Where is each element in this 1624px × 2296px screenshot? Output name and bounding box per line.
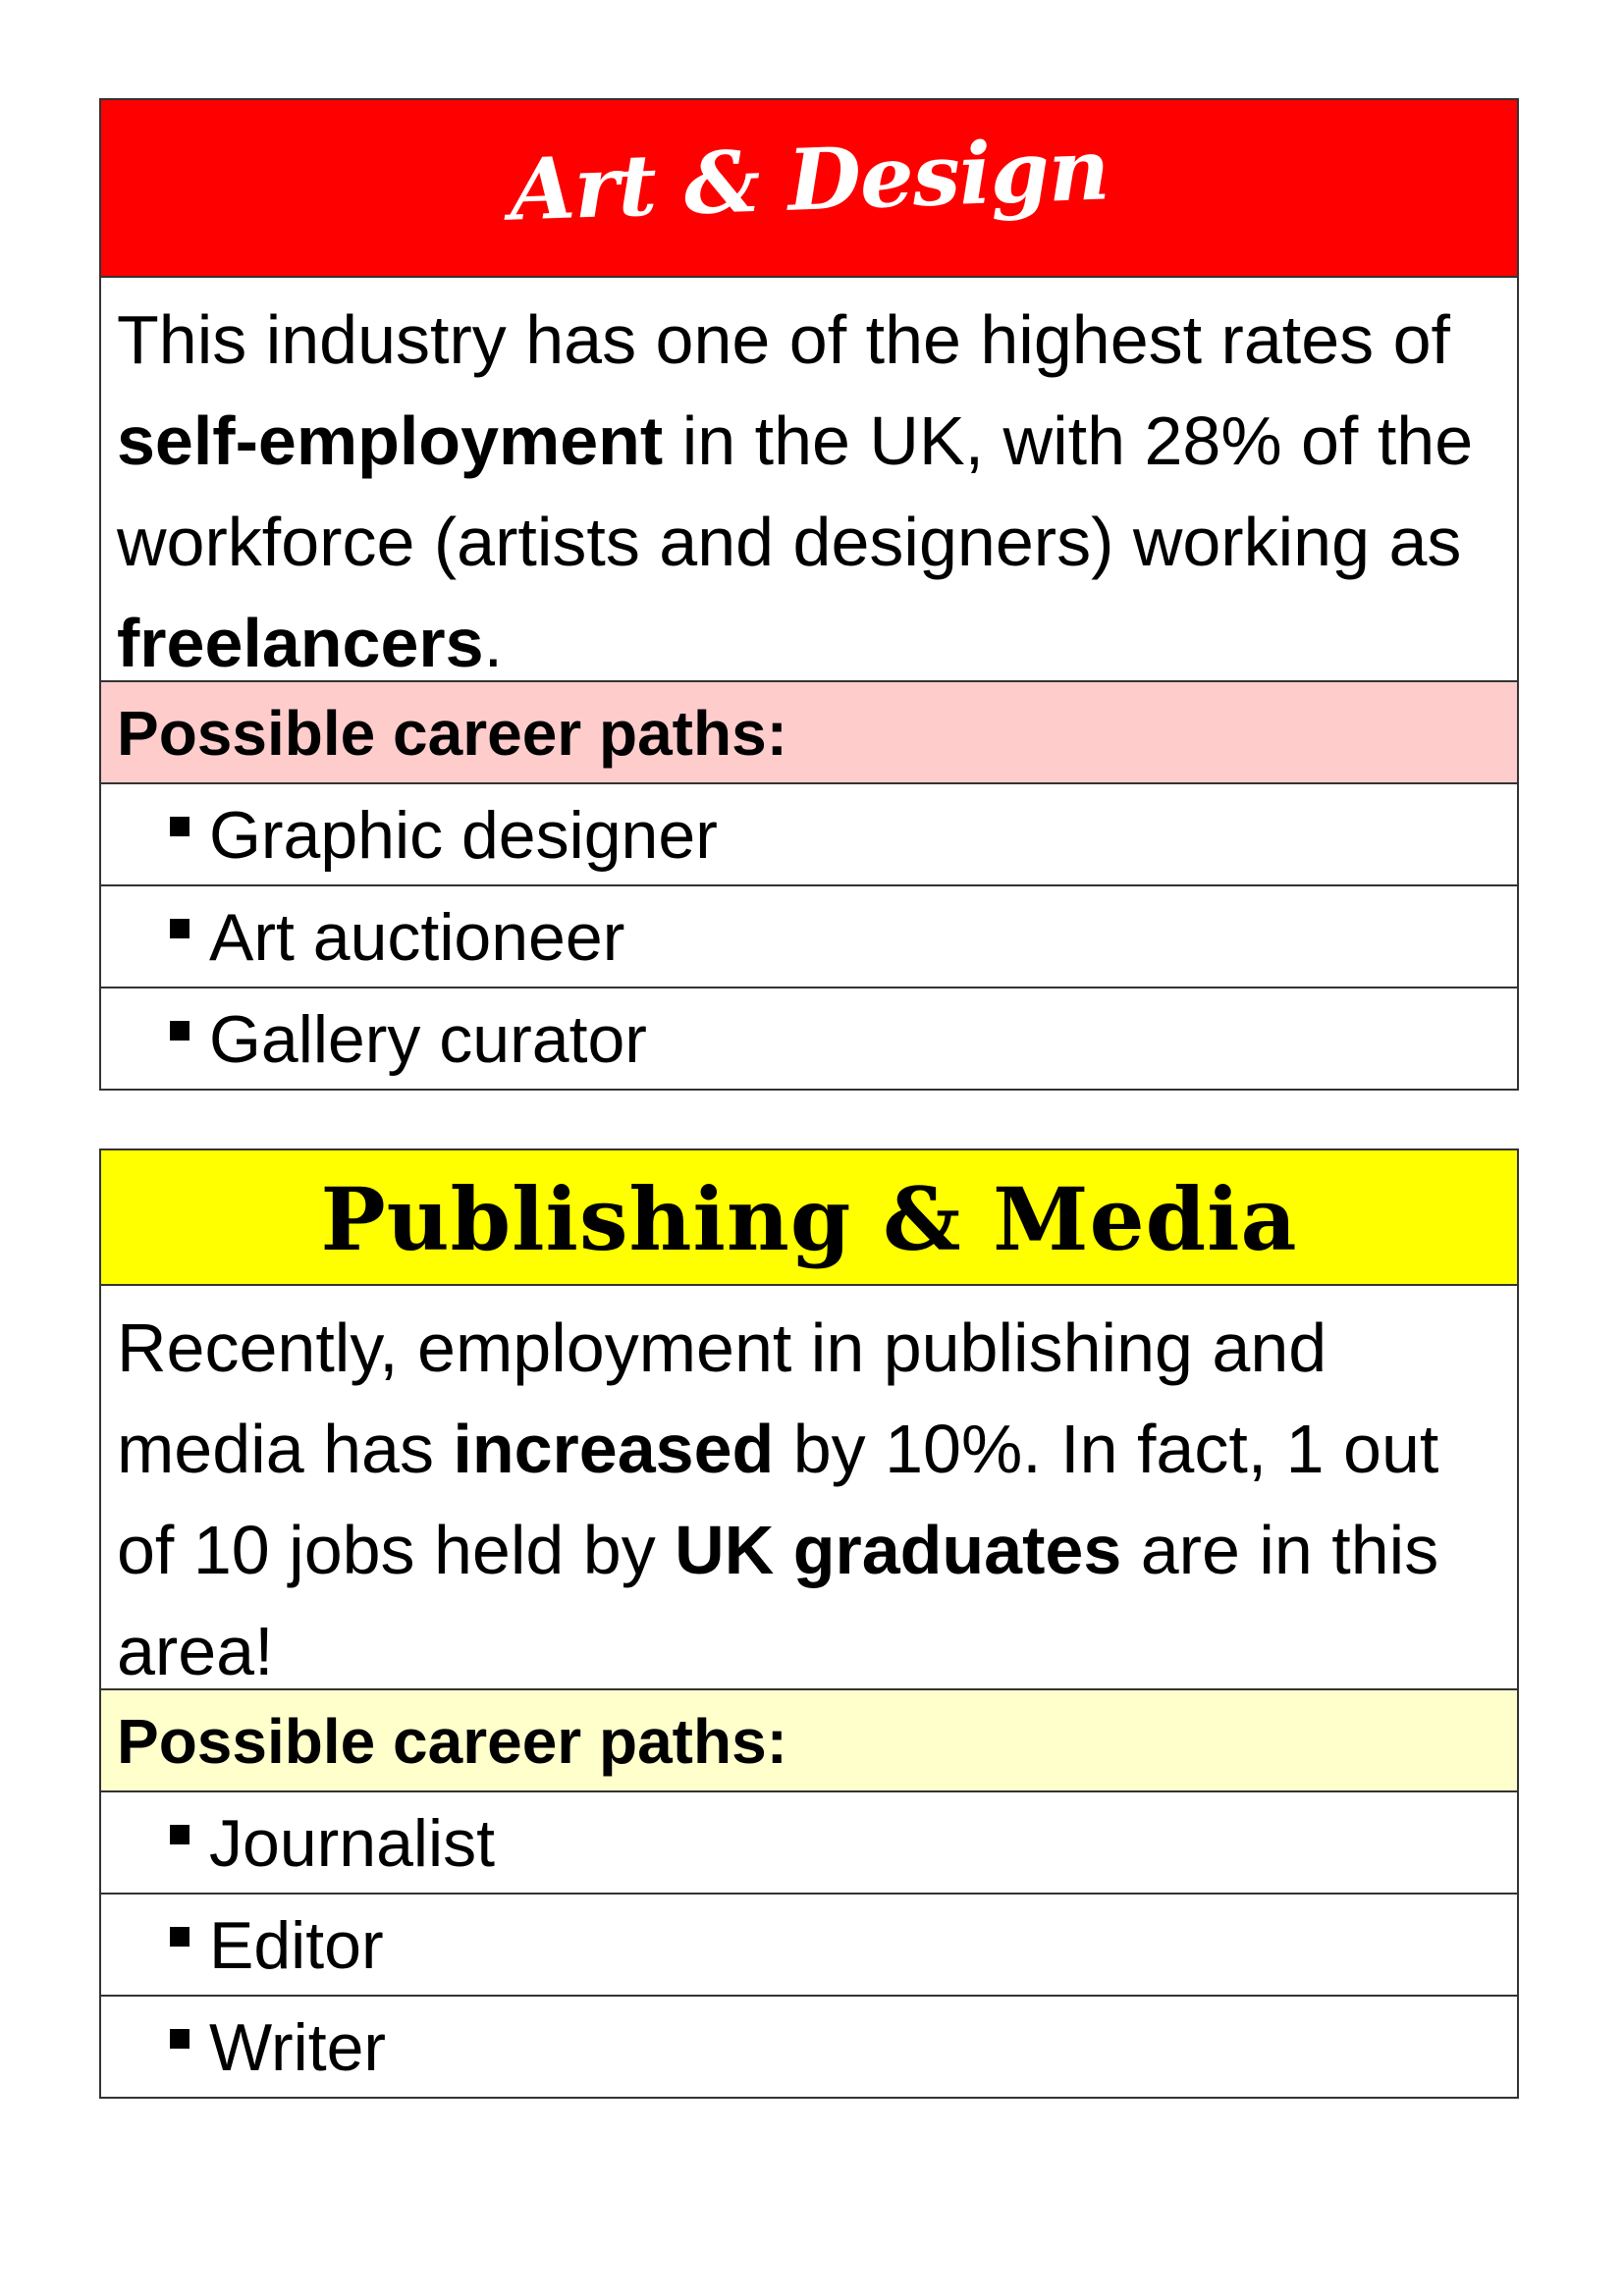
card-title: Art & Design <box>508 120 1110 240</box>
square-bullet-icon <box>170 1825 189 1844</box>
career-card-publishing-media <box>99 1148 1519 2099</box>
card-description <box>101 1286 1517 1690</box>
career-path-item <box>101 784 1517 886</box>
career-paths-heading: Possible career paths: <box>101 682 1517 784</box>
card-description <box>101 278 1517 682</box>
square-bullet-icon <box>170 1927 189 1947</box>
description-text: are in this area! <box>117 1512 1439 1689</box>
square-bullet-icon <box>170 2029 189 2049</box>
square-bullet-icon <box>170 919 189 938</box>
career-path-item <box>101 1997 1517 2099</box>
career-path-label: Gallery curator <box>209 1002 647 1077</box>
career-path-label: Journalist <box>209 1806 496 1881</box>
career-path-item <box>101 1895 1517 1997</box>
card-title: Publishing & Media <box>320 1168 1298 1270</box>
career-path-item <box>101 1792 1517 1895</box>
card-title-banner <box>101 1150 1517 1286</box>
career-path-label: Graphic designer <box>209 798 718 873</box>
career-path-label: Art auctioneer <box>209 900 625 975</box>
career-paths-heading: Possible career paths: <box>101 1690 1517 1792</box>
description-text: This industry has one of the highest rates of <box>117 301 1450 378</box>
career-path-label: Writer <box>209 2010 387 2085</box>
career-card-art-design <box>99 98 1519 1091</box>
square-bullet-icon <box>170 817 189 836</box>
career-path-item <box>101 886 1517 988</box>
description-emphasis: increased <box>453 1411 775 1487</box>
career-path-item <box>101 988 1517 1091</box>
card-title-banner <box>101 100 1517 278</box>
description-text: . <box>483 605 504 681</box>
description-text: in the UK, with 28% of the workforce (artists and designers) working as <box>117 402 1474 580</box>
career-path-label: Editor <box>209 1908 384 1983</box>
description-text: by 10%. In fact, 1 out of 10 jobs held by <box>117 1411 1439 1588</box>
description-emphasis: self-employment <box>117 402 664 479</box>
description-text: Recently, employment in publishing and media has <box>117 1309 1327 1487</box>
description-emphasis: freelancers <box>117 605 484 681</box>
square-bullet-icon <box>170 1021 189 1041</box>
description-emphasis: UK graduates <box>675 1512 1122 1588</box>
